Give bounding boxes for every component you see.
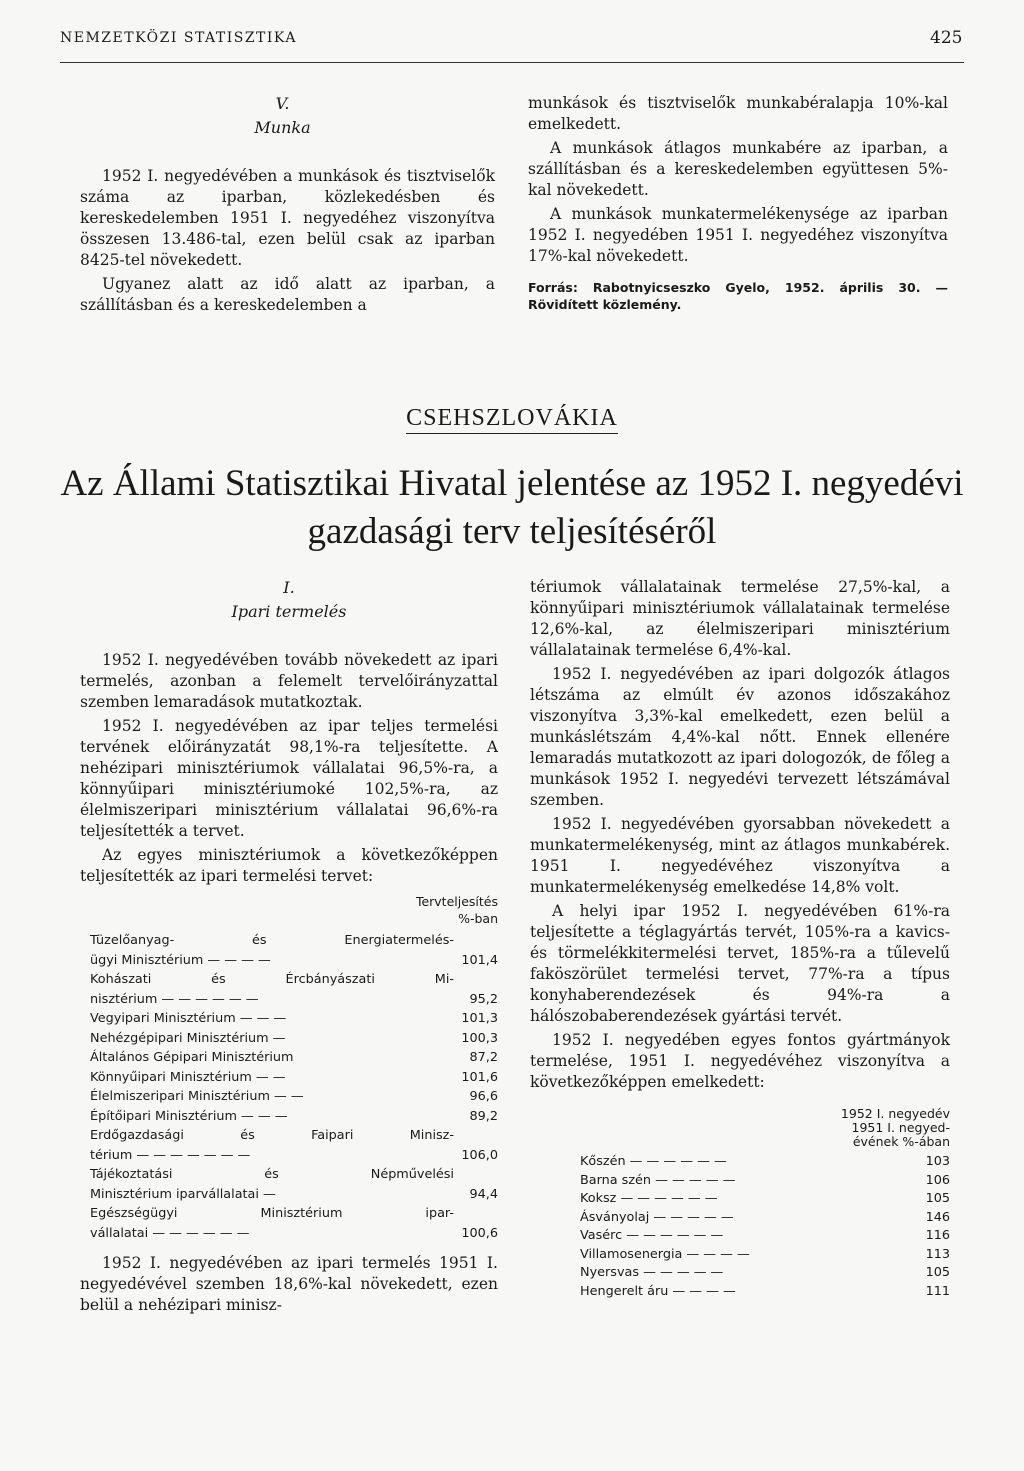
paragraph: 1952 I. negyedévében gyorsabban növekedett a munkatermelékenység, mint az átlagos munkabérek. 1951 I. negyedévéhez viszonyítva a munkatermelékenység emelkedése 14,8% volt. bbox=[530, 815, 950, 896]
row-line-last bbox=[90, 1224, 498, 1244]
industry-section-left bbox=[80, 577, 498, 1319]
product-label: Ásványolaj — — — — — bbox=[580, 1209, 734, 1225]
plan-fulfillment-value: 100,3 bbox=[461, 1030, 498, 1046]
ministry-label: Általános Gépipari Minisztérium bbox=[90, 1050, 294, 1065]
country-name: CSEHSZLOVÁKIA bbox=[406, 405, 618, 434]
paragraph: A munkások átlagos munkabére az iparban, a szállításban és a kereskedelemben együttesen 5%-kal növekedett. bbox=[528, 139, 948, 199]
section-title: Munka bbox=[254, 118, 311, 137]
paragraph: 1952 I. negyedévében a munkások és tisztviselők száma az iparban, közlekedésben és kereskedelemben 1951 I. negyedéhez viszonyítva összesen 13.486-tal, ezen belül csak az iparban 8425-tel növekedett. bbox=[80, 167, 495, 269]
ministry-label: Minisztérium iparvállalatai — bbox=[90, 1186, 276, 1202]
plan-fulfillment-value: 96,6 bbox=[469, 1089, 498, 1104]
table-row bbox=[580, 1209, 950, 1228]
table-row bbox=[90, 1165, 498, 1204]
growth-value: 106 bbox=[925, 1172, 950, 1188]
row-line: Kohászati és Ércbányászati Mi- bbox=[90, 972, 454, 987]
product-label: Barna szén — — — — — bbox=[580, 1172, 736, 1188]
paragraph: munkások és tisztviselők munkabéralapja 10%-kal emelkedett. bbox=[528, 94, 948, 133]
ministry-label: Nehézgépipari Minisztérium — bbox=[90, 1030, 286, 1046]
row-line-last bbox=[90, 951, 498, 971]
plan-fulfillment-value: 95,2 bbox=[469, 991, 498, 1007]
table-row bbox=[580, 1246, 950, 1265]
table-row bbox=[90, 970, 498, 1009]
plan-fulfillment-value: 101,6 bbox=[461, 1069, 498, 1085]
table-row bbox=[580, 1264, 950, 1283]
table-body bbox=[90, 931, 498, 1243]
running-title: NEMZETKÖZI STATISZTIKA bbox=[60, 30, 297, 46]
country-heading bbox=[0, 405, 1024, 432]
page-number: 425 bbox=[930, 28, 963, 48]
row-line-last bbox=[90, 1068, 498, 1088]
labor-section-right bbox=[528, 93, 948, 313]
paragraph: A munkások munkatermelékenysége az iparban 1952 I. negyedében 1951 I. negyedéhez viszonyítva 17%-kal növekedett. bbox=[528, 205, 948, 265]
ministry-label: Építőipari Minisztérium — — — bbox=[90, 1108, 288, 1124]
product-label: Hengerelt áru — — — — bbox=[580, 1283, 736, 1299]
plan-fulfillment-value: 100,6 bbox=[461, 1225, 498, 1241]
row-line-last bbox=[90, 1146, 498, 1166]
product-label: Vasérc — — — — — — bbox=[580, 1228, 724, 1243]
growth-value: 113 bbox=[925, 1246, 950, 1262]
growth-value: 103 bbox=[925, 1154, 950, 1169]
paragraph: 1952 I. negyedévében tovább növekedett az ipari termelés, azonban a felemelt tervelőirányzattal szemben lemaradások mutatkoztak. bbox=[80, 651, 498, 711]
plan-fulfillment-value: 87,2 bbox=[469, 1050, 498, 1065]
row-line-last bbox=[90, 1087, 498, 1107]
table-header-line: évének %-ában bbox=[852, 1134, 950, 1149]
ministry-label: Élelmiszeripari Minisztérium — — bbox=[90, 1089, 304, 1104]
table-header-line: %-ban bbox=[458, 911, 498, 926]
product-growth-table bbox=[580, 1107, 950, 1301]
plan-fulfillment-value: 94,4 bbox=[469, 1186, 498, 1202]
product-label: Koksz — — — — — — bbox=[580, 1191, 718, 1206]
paragraph: 1952 I. negyedévében az ipar teljes termelési tervének előirányzatát 98,1%-ra teljesítette. A nehézipari minisztériumok vállalatai 96,5%-ra, a könnyűipari minisztériumoké 102,5%-ra, az élelmiszeripari minisztérium vállalatai 96,6%-ra teljesítették a tervet. bbox=[80, 717, 498, 840]
paragraph: Ugyanez alatt az idő alatt az iparban, a szállításban és a kereskedelemben a bbox=[80, 275, 495, 314]
table-header-line: Tervteljesítés bbox=[415, 894, 498, 909]
table-row bbox=[90, 1068, 498, 1088]
ministry-label: vállalatai — — — — — — bbox=[90, 1225, 250, 1241]
paragraph: Az egyes minisztériumok a következőképpen teljesítették az ipari termelési tervet: bbox=[80, 846, 498, 885]
growth-value: 105 bbox=[925, 1265, 950, 1280]
source-note: Forrás: Rabotnyicseszko Gyelo, 1952. április 30. — Rövidített közlemény. bbox=[528, 280, 948, 312]
product-label: Kőszén — — — — — — bbox=[580, 1154, 727, 1169]
table-row bbox=[580, 1190, 950, 1209]
table-row bbox=[580, 1153, 950, 1172]
row-line: Erdőgazdasági és Faipari Minisz- bbox=[90, 1128, 454, 1143]
growth-value: 105 bbox=[925, 1191, 950, 1206]
headline-line-2: gazdasági terv teljesítéséről bbox=[307, 511, 717, 552]
row-line-last bbox=[90, 990, 498, 1010]
labor-section-left bbox=[80, 93, 495, 319]
product-label: Nyersvas — — — — — bbox=[580, 1265, 724, 1280]
article-headline bbox=[30, 460, 994, 556]
ministry-label: Könnyűipari Minisztérium — — bbox=[90, 1069, 286, 1085]
table-row bbox=[90, 1126, 498, 1165]
table-row bbox=[90, 931, 498, 970]
product-label: Villamosenergia — — — — bbox=[580, 1246, 750, 1262]
growth-value: 146 bbox=[925, 1209, 950, 1225]
table-row bbox=[580, 1283, 950, 1302]
row-line-last bbox=[90, 1107, 498, 1127]
table-row bbox=[580, 1227, 950, 1246]
table-row bbox=[580, 1172, 950, 1191]
section-number: V. bbox=[275, 94, 290, 113]
growth-value: 111 bbox=[925, 1283, 950, 1299]
ministry-label: Vegyipari Minisztérium — — — bbox=[90, 1011, 287, 1026]
header-rule bbox=[60, 62, 964, 63]
plan-fulfillment-value: 101,4 bbox=[461, 952, 498, 968]
table-header-line: 1952 I. negyedév bbox=[840, 1106, 950, 1121]
table-header bbox=[580, 1107, 950, 1149]
paragraph: tériumok vállalatainak termelése 27,5%-kal, a könnyűipari minisztériumok vállalatainak termelése 12,6%-kal, az élelmiszeripari minisztérium vállalatainak termelése 6,4%-kal. bbox=[530, 578, 950, 659]
row-line: Egészségügyi Minisztérium ipar- bbox=[90, 1206, 454, 1221]
paragraph: 1952 I. negyedében egyes fontos gyártmányok termelése, 1951 I. negyedévéhez viszonyítva a következőképpen emelkedett: bbox=[530, 1031, 950, 1091]
ministry-label: nisztérium — — — — — — bbox=[90, 991, 259, 1007]
table-header-line: 1951 I. negyed- bbox=[851, 1120, 950, 1135]
row-line-last bbox=[90, 1185, 498, 1205]
table-row bbox=[90, 1029, 498, 1049]
ministry-label: ügyi Minisztérium — — — — bbox=[90, 952, 271, 968]
plan-fulfillment-value: 101,3 bbox=[461, 1011, 498, 1026]
plan-fulfillment-value: 89,2 bbox=[469, 1108, 498, 1124]
section-number: I. bbox=[283, 578, 295, 597]
table-header bbox=[90, 893, 498, 927]
row-line: Tájékoztatási és Népművelési bbox=[90, 1167, 454, 1182]
row-line: Tüzelőanyag- és Energiatermelés- bbox=[90, 933, 454, 948]
section-title: Ipari termelés bbox=[231, 602, 347, 621]
ministry-plan-table bbox=[90, 893, 498, 1243]
table-row bbox=[90, 1009, 498, 1029]
table-row bbox=[90, 1048, 498, 1068]
growth-value: 116 bbox=[925, 1228, 950, 1243]
row-line-last bbox=[90, 1048, 498, 1068]
row-line-last bbox=[90, 1029, 498, 1049]
headline-line-1: Az Állami Statisztikai Hivatal jelentése az 1952 I. negyedévi bbox=[60, 463, 964, 504]
paragraph: A helyi ipar 1952 I. negyedévében 61%-ra teljesítette a téglagyártás tervét, 105%-ra a kavics- és törmelékkitermelési tervet, 185%-ra a tűlevelű faköszörület termelési tervet, 77%-ra a típus konyhaberendezések és 94%-ra a hálószobaberendezések gyártási tervét. bbox=[530, 902, 950, 1025]
table-row bbox=[90, 1087, 498, 1107]
table-row bbox=[90, 1107, 498, 1127]
ministry-label: térium — — — — — — — bbox=[90, 1147, 251, 1163]
paragraph: 1952 I. negyedévében az ipari termelés 1951 I. negyedévével szemben 18,6%-kal növekedett, ezen belül a nehézipari minisz- bbox=[80, 1254, 498, 1314]
row-line-last bbox=[90, 1009, 498, 1029]
paragraph: 1952 I. negyedévében az ipari dolgozók átlagos létszáma az elmúlt év azonos időszakához viszonyítva 3,3%-kal emelkedett, ezen belül a munkáslétszám 4,4%-kal nőtt. Ennek ellenére lemaradás mutatkozott az ipari dologozók, de főleg a munkások 1952 I. negyedévi tervezett létszámával szemben. bbox=[530, 665, 950, 809]
table-row bbox=[90, 1204, 498, 1243]
industry-section-right bbox=[530, 577, 950, 1301]
plan-fulfillment-value: 106,0 bbox=[461, 1147, 498, 1163]
table-body bbox=[580, 1153, 950, 1301]
